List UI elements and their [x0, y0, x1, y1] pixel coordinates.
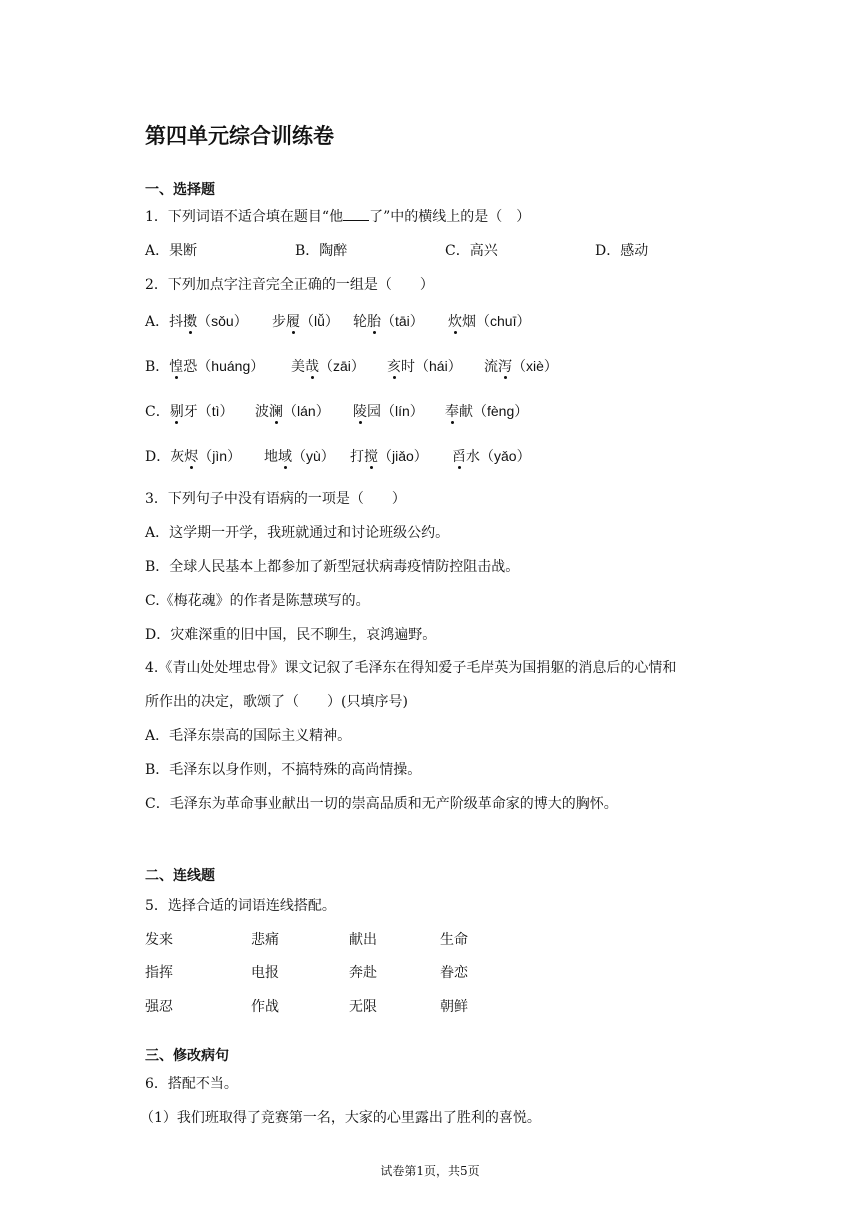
- question-4-stem-line-1: 4.《青山处处埋忠骨》课文记叙了毛泽东在得知爱子毛岸英为国捐躯的消息后的心情和: [145, 660, 677, 676]
- q3-option-c: C.《梅花魂》的作者是陈慧瑛写的。: [145, 593, 370, 609]
- q2-b-item-4: 流泻（xiè）: [484, 358, 558, 375]
- matching-word: 强忍: [145, 999, 173, 1015]
- q4-option-c: C．毛泽东为革命事业献出一切的崇高品质和无产阶级革命家的博大的胸怀。: [145, 796, 618, 812]
- question-2-stem: 2．下列加点字注音完全正确的一组是（ ）: [145, 277, 434, 293]
- matching-word: 奔赴: [349, 965, 377, 981]
- question-1-stem-b: 了”中的横线上的是（ ）: [369, 209, 531, 225]
- q1-option-b: B．陶醉: [295, 243, 348, 259]
- matching-word: 悲痛: [251, 932, 279, 948]
- q4-option-b: B．毛泽东以身作则，不搞特殊的高尚情操。: [145, 762, 422, 778]
- q2-d-item-1: D．灰烬（jìn）: [145, 448, 242, 465]
- q2-b-item-1: B．惶恐（huáng）: [145, 358, 265, 375]
- question-6-stem: 6．搭配不当。: [145, 1076, 238, 1092]
- q2-c-item-3: 陵园（lín）: [353, 403, 424, 420]
- q2-a-item-4: 炊烟（chuī）: [448, 313, 531, 330]
- matching-word: 眷恋: [440, 965, 468, 981]
- q2-d-item-3: 打搅（jiǎo）: [350, 448, 428, 465]
- matching-word: 电报: [251, 965, 279, 981]
- q2-d-item-4: 舀水（yǎo）: [452, 448, 531, 465]
- question-1-stem-a: 1．下列词语不适合填在题目“他: [145, 209, 344, 225]
- question-1-stem: [145, 207, 530, 227]
- section-heading-choice: 一、选择题: [145, 182, 215, 198]
- question-3-stem: 3．下列句子中没有语病的一项是（ ）: [145, 491, 406, 507]
- q3-option-a: A．这学期一开学，我班就通过和讨论班级公约。: [145, 525, 450, 541]
- page-title: 第四单元综合训练卷: [145, 124, 334, 148]
- q1-option-a: A．果断: [145, 243, 198, 259]
- q2-a-item-1: A．抖擞（sǒu）: [145, 313, 248, 330]
- q3-option-d: D．灾难深重的旧中国，民不聊生，哀鸿遍野。: [145, 627, 437, 643]
- q2-c-item-2: 波澜（lán）: [255, 403, 330, 420]
- fill-blank-line: [343, 208, 369, 221]
- q2-c-item-4: 奉献（fèng）: [445, 403, 529, 420]
- question-5-stem: 5．选择合适的词语连线搭配。: [145, 898, 336, 914]
- q1-option-c: C．高兴: [445, 243, 498, 259]
- matching-word: 发来: [145, 932, 173, 948]
- matching-word: 生命: [440, 932, 468, 948]
- q3-option-b: B．全球人民基本上都参加了新型冠状病毒疫情防控阻击战。: [145, 559, 520, 575]
- section-heading-matching: 二、连线题: [145, 868, 215, 884]
- q2-b-item-3: 亥时（hái）: [387, 358, 462, 375]
- q1-option-d: D．感动: [595, 243, 649, 259]
- section-heading-revise: 三、修改病句: [145, 1048, 229, 1064]
- matching-word: 无限: [349, 999, 377, 1015]
- matching-word: 朝鲜: [440, 999, 468, 1015]
- q2-c-item-1: C．剔牙（tì）: [145, 403, 234, 420]
- matching-word: 献出: [349, 932, 377, 948]
- q2-d-item-2: 地域（yù）: [264, 448, 335, 465]
- q2-b-item-2: 美哉（zāi）: [291, 358, 365, 375]
- matching-word: 作战: [251, 999, 279, 1015]
- matching-word: 指挥: [145, 965, 173, 981]
- q2-a-item-2: 步履（lǚ）: [272, 313, 339, 330]
- question-6-sub-1: （1）我们班取得了竞赛第一名，大家的心里露出了胜利的喜悦。: [140, 1110, 541, 1126]
- q2-a-item-3: 轮胎（tāi）: [353, 313, 424, 330]
- page-footer: 试卷第1页，共5页: [380, 1164, 480, 1178]
- question-4-stem-line-2: 所作出的决定，歌颂了（ ）(只填序号): [145, 694, 408, 710]
- q4-option-a: A．毛泽东崇高的国际主义精神。: [145, 728, 352, 744]
